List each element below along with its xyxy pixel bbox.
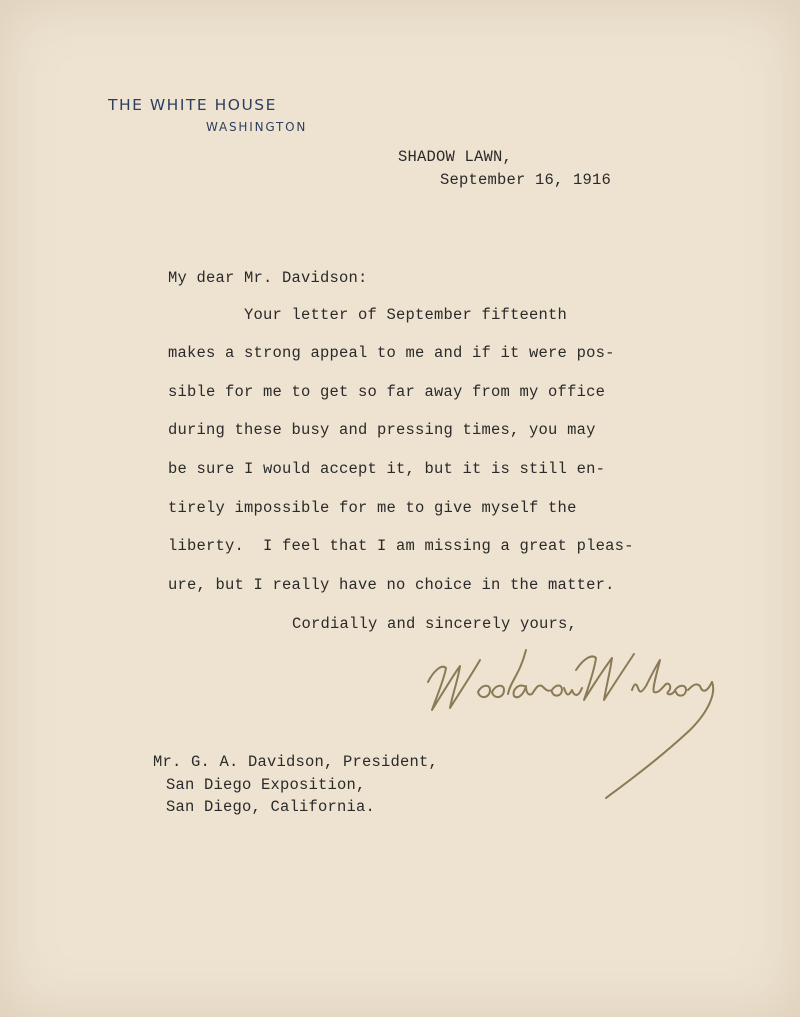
recipient-line: San Diego, California. [166,798,376,816]
body-line: ure, but I really have no choice in the matter. [168,576,615,594]
recipient-line: Mr. G. A. Davidson, President, [153,753,439,771]
salutation: My dear Mr. Davidson: [168,269,368,287]
body-line: tirely impossible for me to give myself the [168,499,577,517]
body-line: liberty. I feel that I am missing a great pleas- [168,537,634,555]
letterhead-subtitle: WASHINGTON [206,120,308,134]
signature [420,630,720,810]
body-line: makes a strong appeal to me and if it were pos- [168,344,615,362]
dateline-date: September 16, 1916 [440,171,612,189]
body-line: Your letter of September fifteenth [168,306,568,324]
closing: Cordially and sincerely yours, [292,615,578,633]
body-line: sible for me to get so far away from my office [168,383,606,401]
body-line: be sure I would accept it, but it is still en- [168,460,606,478]
recipient-line: San Diego Exposition, [166,776,366,794]
dateline-place: SHADOW LAWN, [398,148,513,166]
body-line: during these busy and pressing times, you may [168,421,596,439]
letterhead-title: THE WHITE HOUSE [108,96,277,114]
